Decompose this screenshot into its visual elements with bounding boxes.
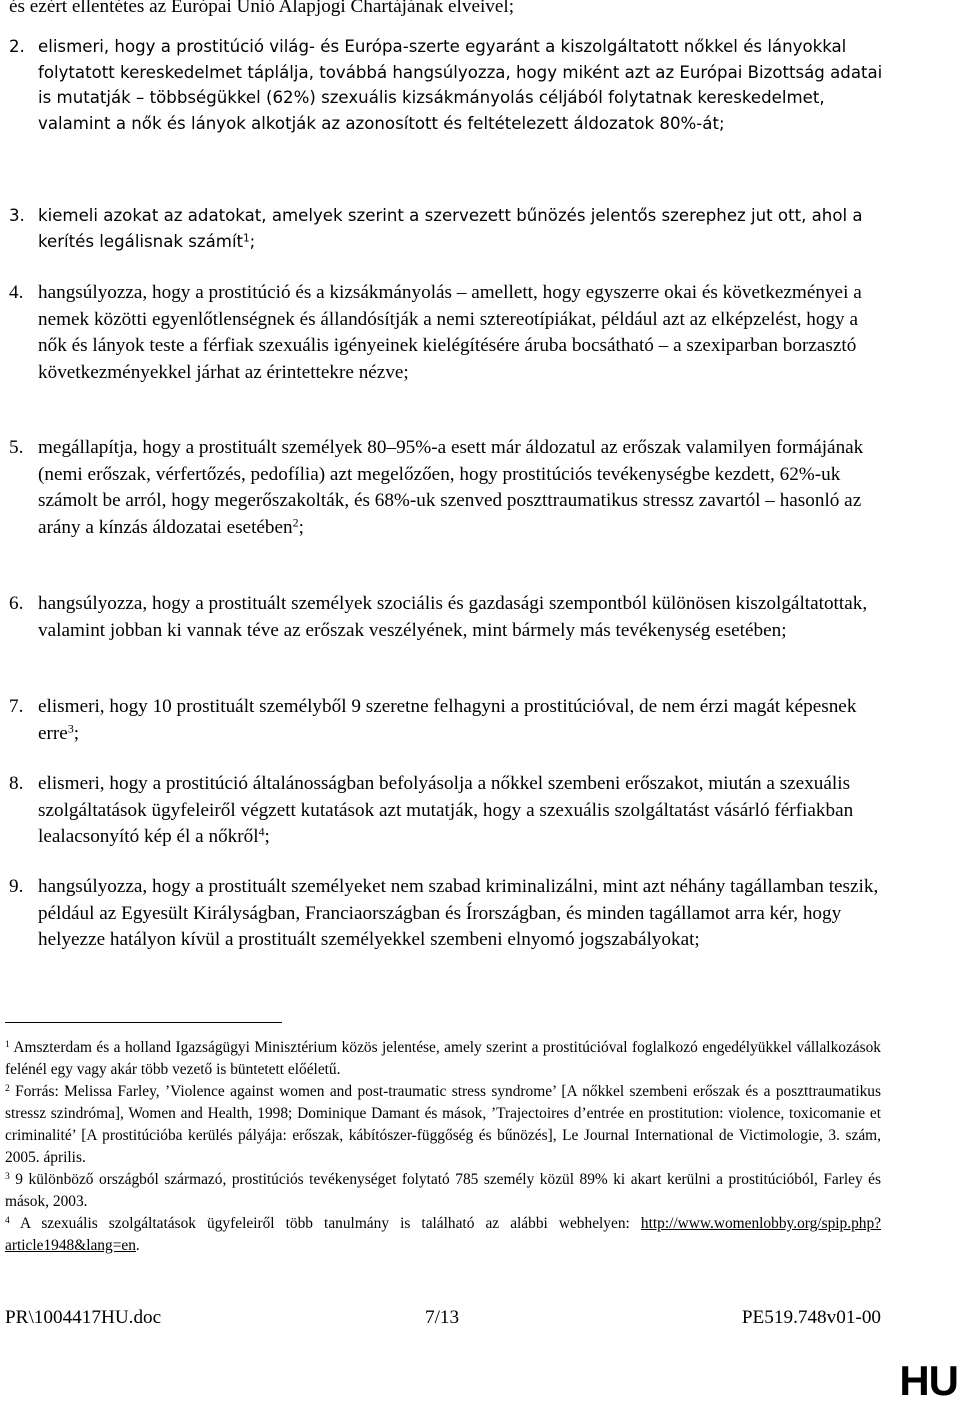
list-item <box>9 203 889 254</box>
item-text <box>38 771 889 851</box>
list-item <box>9 34 889 136</box>
item-text-tail: ; <box>298 516 304 538</box>
footnote-text: Amszterdam és a holland Igazságügyi Minisztérium közös jelentése, amely szerint a prostitúcióval foglalkozó engedélyükkel vállalkozások felénél egy vagy akár több vezető is büntetett előéletű. <box>5 1039 881 1078</box>
item-text-tail: ; <box>264 826 270 847</box>
footnote-ref[interactable]: 4 <box>258 824 265 839</box>
item-text-body: megállapítja, hogy a prostituált személyek 80–95%-a esett már áldozatul az erőszak valamilyen formájának (nemi erőszak, vérfertőzés, pedofília) azt megelőzően, hogy prostitúciós tevékenységbe kezdett, 62%-uk számolt be arról, hogy megerőszakolták, és 68%-uk szenved poszttraumatikus stressz zavartól – hasonló az arány a kínzás áldozatai esetében <box>38 437 864 538</box>
item-text <box>38 435 889 541</box>
footnote-ref[interactable]: 1 <box>243 231 250 244</box>
list-item <box>9 771 889 851</box>
item-number: 4. <box>9 282 24 303</box>
footnote-ref[interactable]: 3 <box>67 720 74 735</box>
footnote-ref[interactable]: 2 <box>292 514 299 529</box>
footnote-mark: 4 <box>5 1214 10 1226</box>
footnote-text: Forrás: Melissa Farley, ’Violence against women and post-traumatic stress syndrome’ [A nőkkel szembeni erőszak és a poszttraumatikus stressz szindróma], Women and Health, 1998; Dominique Damant és mások, ’Trajectoires d’entrée en prostitution: violence, toxicomanie et criminalité’ [A prostitúcióba kerülés pályája: erőszak, kábítószer-függőség és bűnözés], Le Journal International de Victimologie, 3. szám, 2005. április. <box>5 1083 881 1166</box>
pe-reference: PE519.748v01-00 <box>741 1307 881 1328</box>
item-number: 8. <box>9 773 24 794</box>
item-number: 9. <box>9 876 24 897</box>
item-number: 6. <box>9 593 24 614</box>
continued-paragraph-line: és ezért ellentétes az Európai Unió Alapjogi Chartájának elveivel; <box>9 0 515 17</box>
item-text-body: elismeri, hogy 10 prostituált személyből 9 szeretne felhagyni a prostitúcióval, de nem érzi magát képesnek erre <box>38 696 857 744</box>
item-text-tail: ; <box>73 722 80 744</box>
footnote <box>5 1213 881 1257</box>
item-text-body: elismeri, hogy a prostitúció általánosságban befolyásolja a nőkkel szembeni erőszakot, miután a szexuális szolgáltatások ügyfeleiről végzett kutatások azt mutatják, hogy a szexuális szolgáltatást vásárló férfiakban lealacsonyító kép él a nőkről <box>38 773 854 847</box>
list-item <box>9 694 889 747</box>
footnote-link[interactable]: http://www.womenlobby.org/spip.php?article1948&lang=en <box>5 1215 881 1254</box>
list-item <box>9 435 889 541</box>
item-number: 3. <box>9 206 25 225</box>
item-text-tail: ; <box>249 231 256 251</box>
footnote-text: A szexuális szolgáltatások ügyfeleiről több tanulmány is található az alábbi webhelyen: <box>19 1215 630 1232</box>
item-text-body: kiemeli azokat az adatokat, amelyek szerint a szervezett bűnözés jelentős szerephez jut ott, ahol a kerítés legálisnak számít <box>38 206 863 251</box>
item-text: hangsúlyozza, hogy a prostituált személyek szociális és gazdasági szempontból különösen kiszolgáltatottak, valamint jobban ki vannak téve az erőszak veszélyének, mint bármely más tevékenység esetében; <box>38 593 868 641</box>
footnote-mark: 1 <box>5 1038 10 1050</box>
footnote-mark: 3 <box>5 1170 10 1182</box>
footnote <box>5 1081 881 1169</box>
footnote-text: 9 különböző országból származó, prostitúciós tevékenységet folytató 785 személy közül 89% ki akart kerülni a prostitúcióból, Farley és mások, 2003. <box>5 1171 881 1210</box>
item-text: hangsúlyozza, hogy a prostituált személyeket nem szabad kriminalizálni, mint azt néhány tagállamban teszik, például az Egyesült Királyságban, Franciaországban és Írországban, és minden tagállamot arra kér, hogy helyezze hatályon kívül a prostituált személyekkel szembeni elnyomó jogszabályokat; <box>38 876 879 950</box>
list-item <box>9 591 889 644</box>
item-text: elismeri, hogy a prostitúció világ- és Európa-szerte egyaránt a kiszolgáltatott nőkkel és lányokkal folytatott kereskedelmet táplálja, továbbá hangsúlyozza, hogy miként azt az Európai Bizottság adatai is mutatják – többségükkel (62%) szexuális kizsákmányolás céljából folytatnak kereskedelmet, valamint a nők és lányok alkotják az azonosított és feltételezett áldozatok 80%-át; <box>38 37 883 133</box>
item-number: 5. <box>9 437 24 458</box>
footnote-separator <box>5 1022 282 1023</box>
page-number: 7/13 <box>425 1307 460 1328</box>
language-code: HU <box>899 1357 958 1404</box>
list-item <box>9 280 889 386</box>
footnotes <box>5 1037 881 1257</box>
footnote-mark: 2 <box>5 1082 10 1094</box>
footnote <box>5 1169 881 1213</box>
footnote-text-after: . <box>135 1237 140 1254</box>
list-item <box>9 874 889 954</box>
item-text <box>38 694 889 747</box>
item-number: 7. <box>9 696 24 717</box>
document-reference: PR\1004417HU.doc <box>5 1307 162 1328</box>
footnote <box>5 1037 881 1081</box>
item-text: hangsúlyozza, hogy a prostitúció és a kizsákmányolás – amellett, hogy egyszerre okai és következményei a nemek közötti egyenlőtlenségnek és állandósítják a nemi sztereotípiákat, például azt az elképzelést, hogy a nők és lányok teste a férfiak szexuális igényeinek kielégítésére áruba bocsátható – a szexiparban borzasztó következményekkel járhat az érintettekre nézve; <box>38 282 862 383</box>
item-text <box>38 203 889 254</box>
item-number: 2. <box>9 37 25 56</box>
